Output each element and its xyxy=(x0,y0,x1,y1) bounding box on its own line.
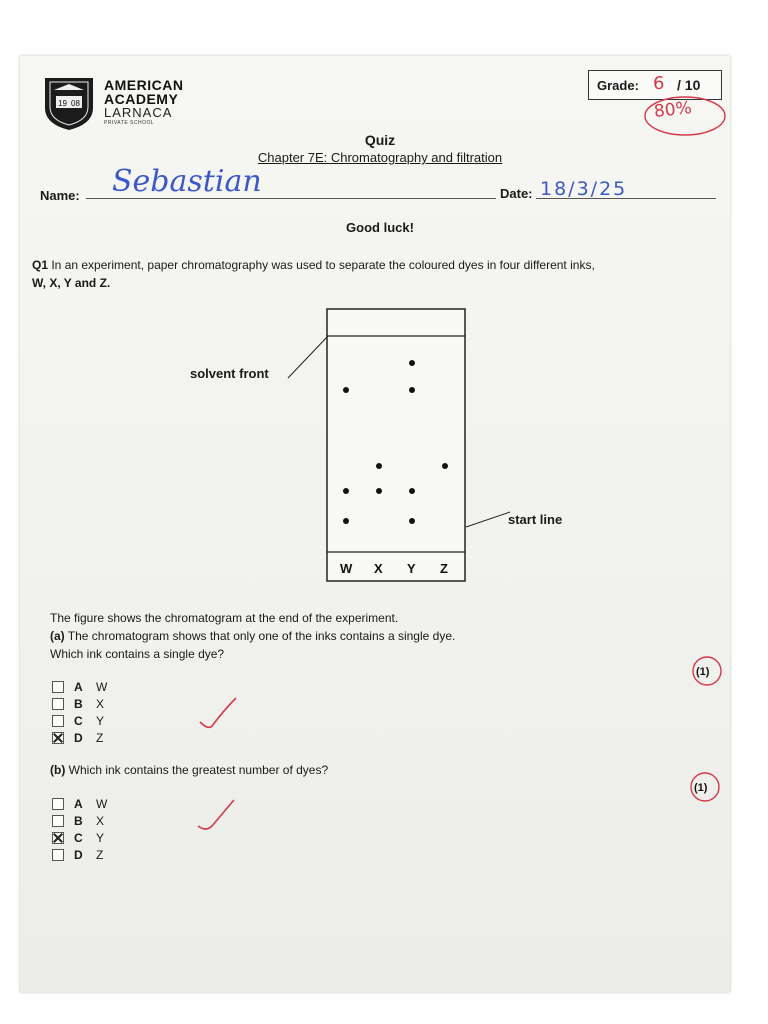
option-letter: C xyxy=(74,830,83,845)
lane-label-z: Z xyxy=(440,561,448,576)
crest-year-left: 19 xyxy=(58,99,67,108)
part-a-label: (a) xyxy=(50,629,65,643)
marks-circle-icon xyxy=(690,656,724,686)
part-a-marks: (1) xyxy=(696,666,710,678)
school-name-line2: ACADEMY xyxy=(104,91,179,107)
option-letter: D xyxy=(74,730,83,745)
checkbox-checked[interactable] xyxy=(52,732,64,744)
checkbox-checked[interactable] xyxy=(52,832,64,844)
grade-value: 6 xyxy=(653,73,665,94)
option-value: Z xyxy=(96,847,104,862)
school-name-line4: PRIVATE SCHOOL xyxy=(104,120,155,126)
option-value: Z xyxy=(96,730,104,745)
question-1-text: In an experiment, paper chromatography was used to separate the coloured dyes in four different inks, xyxy=(48,258,595,272)
option-letter: D xyxy=(74,847,83,862)
checkbox[interactable] xyxy=(52,815,64,827)
crest-year-right: 08 xyxy=(71,99,80,108)
quiz-title: Quiz xyxy=(364,132,396,148)
part-a-option-b[interactable] xyxy=(52,695,107,712)
part-b-text: Which ink contains the greatest number of dyes? xyxy=(65,763,329,777)
school-name-line3: LARNACA xyxy=(104,105,173,120)
part-a-prompt: Which ink contains a single dye? xyxy=(50,647,225,661)
part-a-option-c[interactable] xyxy=(52,712,107,729)
lane-label-w: W xyxy=(340,561,353,576)
part-a-options xyxy=(52,678,107,746)
student-name[interactable]: Sebastian xyxy=(112,164,262,199)
option-value: X xyxy=(96,696,105,711)
quiz-sheet xyxy=(20,56,730,992)
part-a-option-d[interactable] xyxy=(52,729,107,746)
tick-mark-icon xyxy=(196,694,242,734)
option-value: Y xyxy=(96,830,105,845)
part-b-question xyxy=(50,763,328,777)
lane-label-x: X xyxy=(374,561,383,576)
question-1-number: Q1 xyxy=(32,258,49,272)
date-label: Date: xyxy=(500,186,533,201)
start-line-label: start line xyxy=(508,512,563,527)
good-luck-text: Good luck! xyxy=(346,220,414,235)
checkbox[interactable] xyxy=(52,681,64,693)
school-crest-icon xyxy=(42,74,96,132)
part-b-marks: (1) xyxy=(694,782,708,794)
grade-label: Grade: xyxy=(597,78,639,93)
marks-circle-icon xyxy=(688,772,722,802)
option-letter: A xyxy=(74,679,83,694)
option-letter: B xyxy=(74,696,83,711)
part-a-question xyxy=(50,609,690,663)
option-letter: A xyxy=(74,796,83,811)
option-value: W xyxy=(96,679,108,694)
quiz-date[interactable]: 18/3/25 xyxy=(540,178,628,200)
question-1-inks: W, X, Y and Z. xyxy=(32,276,111,290)
part-b-label: (b) xyxy=(50,763,66,777)
option-value: W xyxy=(96,796,108,811)
option-letter: C xyxy=(74,713,83,728)
part-b-option-d[interactable] xyxy=(52,846,107,863)
option-letter: B xyxy=(74,813,83,828)
checkbox[interactable] xyxy=(52,698,64,710)
option-value: Y xyxy=(96,713,105,728)
grade-total: / 10 xyxy=(677,77,701,93)
part-a-text: The chromatogram shows that only one of the inks contains a single dye. xyxy=(64,629,456,643)
checkbox[interactable] xyxy=(52,715,64,727)
school-name-line1: AMERICAN xyxy=(104,77,184,93)
lane-label-y: Y xyxy=(407,561,416,576)
tick-mark-icon xyxy=(194,796,240,836)
solvent-front-label: solvent front xyxy=(190,366,269,381)
part-b-option-b[interactable] xyxy=(52,812,107,829)
question-1 xyxy=(32,256,722,292)
option-value: X xyxy=(96,813,105,828)
grade-percent: 80% xyxy=(653,98,693,122)
name-label: Name: xyxy=(40,188,80,203)
figure-description: The figure shows the chromatogram at the end of the experiment. xyxy=(50,611,399,625)
part-b-option-a[interactable] xyxy=(52,795,107,812)
checkbox[interactable] xyxy=(52,849,64,861)
school-name xyxy=(104,78,183,126)
checkbox[interactable] xyxy=(52,798,64,810)
part-b-option-c[interactable] xyxy=(52,829,107,846)
chapter-title: Chapter 7E: Chromatography and filtration xyxy=(257,150,503,165)
part-a-option-a[interactable] xyxy=(52,678,107,695)
part-b-options xyxy=(52,795,107,863)
